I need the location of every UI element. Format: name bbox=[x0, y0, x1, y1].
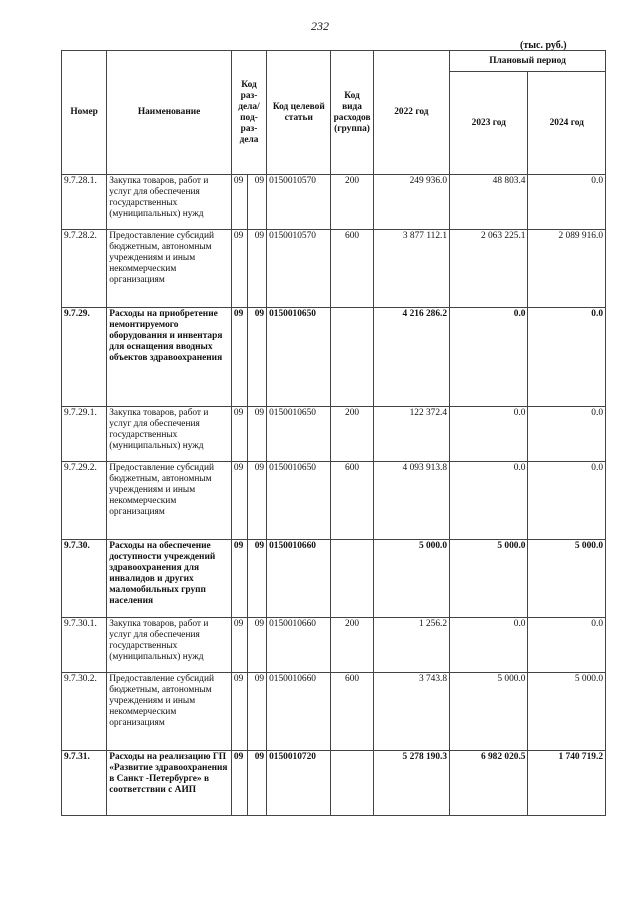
row-target: 0150010650 bbox=[267, 407, 331, 462]
row-section: 09 bbox=[231, 462, 247, 540]
row-expense: 200 bbox=[331, 618, 373, 673]
row-2024: 0.0 bbox=[528, 462, 606, 540]
page-number: 232 bbox=[311, 19, 329, 33]
row-section: 09 bbox=[231, 175, 247, 230]
row-2023: 0.0 bbox=[450, 462, 528, 540]
table-row bbox=[62, 407, 606, 462]
row-target: 0150010570 bbox=[267, 230, 331, 308]
row-name: Предоставление субсидий бюджетным, автономным учреждениям и иным некоммерческим организациям bbox=[107, 230, 232, 308]
row-2022: 5 278 190.3 bbox=[373, 751, 449, 816]
row-expense: 600 bbox=[331, 462, 373, 540]
row-section: 09 bbox=[231, 540, 247, 618]
row-expense bbox=[331, 540, 373, 618]
row-2022: 249 936.0 bbox=[373, 175, 449, 230]
row-2024: 0.0 bbox=[528, 407, 606, 462]
row-target: 0150010660 bbox=[267, 540, 331, 618]
row-expense: 200 bbox=[331, 407, 373, 462]
row-2023: 48 803.4 bbox=[450, 175, 528, 230]
row-number: 9.7.31. bbox=[62, 751, 107, 816]
row-2024: 2 089 916.0 bbox=[528, 230, 606, 308]
row-2023: 6 982 020.5 bbox=[450, 751, 528, 816]
header-year-2022: 2022 год bbox=[373, 51, 449, 175]
row-number: 9.7.28.1. bbox=[62, 175, 107, 230]
row-section: 09 bbox=[231, 230, 247, 308]
row-number: 9.7.28.2. bbox=[62, 230, 107, 308]
row-2023: 0.0 bbox=[450, 407, 528, 462]
row-2023: 0.0 bbox=[450, 308, 528, 407]
row-2024: 0.0 bbox=[528, 175, 606, 230]
row-subsection: 09 bbox=[248, 230, 267, 308]
row-number: 9.7.30.2. bbox=[62, 673, 107, 751]
row-expense bbox=[331, 308, 373, 407]
row-target: 0150010570 bbox=[267, 175, 331, 230]
row-2022: 4 216 286.2 bbox=[373, 308, 449, 407]
budget-table bbox=[61, 50, 606, 816]
row-2023: 5 000.0 bbox=[450, 673, 528, 751]
row-2022: 3 743.8 bbox=[373, 673, 449, 751]
row-name: Предоставление субсидий бюджетным, автономным учреждениям и иным некоммерческим организациям bbox=[107, 673, 232, 751]
row-target: 0150010720 bbox=[267, 751, 331, 816]
header-section-code: Код раз-дела/ под-раз-дела bbox=[231, 51, 266, 175]
row-target: 0150010650 bbox=[267, 308, 331, 407]
row-2024: 1 740 719.2 bbox=[528, 751, 606, 816]
header-planned-period: Плановый период bbox=[450, 51, 606, 72]
row-expense: 600 bbox=[331, 673, 373, 751]
row-name: Расходы на приобретение немонтируемого оборудования и инвентаря для оснащения вводных объектов здравоохранения bbox=[107, 308, 232, 407]
row-2022: 3 877 112.1 bbox=[373, 230, 449, 308]
row-name: Закупка товаров, работ и услуг для обеспечения государственных (муниципальных) нужд bbox=[107, 618, 232, 673]
table-row bbox=[62, 462, 606, 540]
row-2022: 4 093 913.8 bbox=[373, 462, 449, 540]
row-subsection: 09 bbox=[248, 407, 267, 462]
table-row bbox=[62, 673, 606, 751]
row-2022: 1 256.2 bbox=[373, 618, 449, 673]
row-section: 09 bbox=[231, 407, 247, 462]
row-subsection: 09 bbox=[248, 308, 267, 407]
row-number: 9.7.29.1. bbox=[62, 407, 107, 462]
row-2024: 5 000.0 bbox=[528, 673, 606, 751]
table-row bbox=[62, 618, 606, 673]
row-2023: 5 000.0 bbox=[450, 540, 528, 618]
header-name: Наименование bbox=[107, 51, 232, 175]
row-subsection: 09 bbox=[248, 540, 267, 618]
row-expense bbox=[331, 751, 373, 816]
table-row bbox=[62, 308, 606, 407]
header-year-2024: 2024 год bbox=[528, 72, 606, 175]
row-section: 09 bbox=[231, 618, 247, 673]
row-name: Закупка товаров, работ и услуг для обеспечения государственных (муниципальных) нужд bbox=[107, 407, 232, 462]
row-name: Расходы на реализацию ГП «Развитие здравоохранения в Санкт -Петербурге» в соответствии с АИП bbox=[107, 751, 232, 816]
row-2024: 0.0 bbox=[528, 308, 606, 407]
table-row bbox=[62, 540, 606, 618]
row-2022: 122 372.4 bbox=[373, 407, 449, 462]
row-2024: 5 000.0 bbox=[528, 540, 606, 618]
row-section: 09 bbox=[231, 673, 247, 751]
row-target: 0150010660 bbox=[267, 618, 331, 673]
row-subsection: 09 bbox=[248, 618, 267, 673]
row-name: Предоставление субсидий бюджетным, автономным учреждениям и иным некоммерческим организациям bbox=[107, 462, 232, 540]
table-row bbox=[62, 751, 606, 816]
header-expense-code: Код вида расходов (группа) bbox=[331, 51, 373, 175]
row-expense: 600 bbox=[331, 230, 373, 308]
row-target: 0150010650 bbox=[267, 462, 331, 540]
table-row bbox=[62, 175, 606, 230]
header-year-2023: 2023 год bbox=[450, 72, 528, 175]
row-2022: 5 000.0 bbox=[373, 540, 449, 618]
row-number: 9.7.30.1. bbox=[62, 618, 107, 673]
row-subsection: 09 bbox=[248, 462, 267, 540]
row-2023: 0.0 bbox=[450, 618, 528, 673]
table-row bbox=[62, 230, 606, 308]
row-section: 09 bbox=[231, 751, 247, 816]
row-2023: 2 063 225.1 bbox=[450, 230, 528, 308]
row-subsection: 09 bbox=[248, 673, 267, 751]
row-target: 0150010660 bbox=[267, 673, 331, 751]
row-name: Расходы на обеспечение доступности учреждений здравоохранения для инвалидов и других маломобильных групп населения bbox=[107, 540, 232, 618]
row-number: 9.7.30. bbox=[62, 540, 107, 618]
row-subsection: 09 bbox=[248, 751, 267, 816]
row-name: Закупка товаров, работ и услуг для обеспечения государственных (муниципальных) нужд bbox=[107, 175, 232, 230]
row-expense: 200 bbox=[331, 175, 373, 230]
row-section: 09 bbox=[231, 308, 247, 407]
row-number: 9.7.29. bbox=[62, 308, 107, 407]
units-label: (тыс. руб.) bbox=[520, 40, 567, 51]
header-number: Номер bbox=[62, 51, 107, 175]
header-target-code: Код целевой статьи bbox=[267, 51, 331, 175]
row-subsection: 09 bbox=[248, 175, 267, 230]
row-2024: 0.0 bbox=[528, 618, 606, 673]
row-number: 9.7.29.2. bbox=[62, 462, 107, 540]
